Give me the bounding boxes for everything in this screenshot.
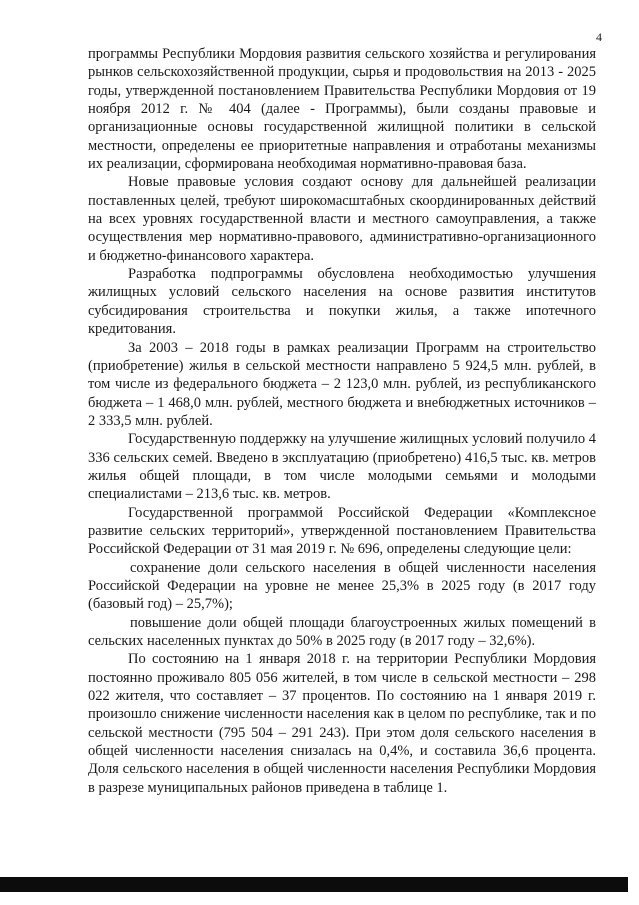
paragraph-program-continuation: программы Республики Мордовия развития сельского хозяйства и регулирования рынков сельскохозяйственной продукции, сырья и продовольствия на 2013 - 2025 годы, утвержденной постановлением Правительства Республики Мордовия от 19 ноября 2012 г. № 404 (далее - Программы), были созданы правовые и организационные основы государственной жилищной политики в сельской местности, определены ее приоритетные направления и отработаны механизмы их реализации, сформирована необходимая нормативно-правовая база.	[88, 46, 596, 173]
paragraph-federal-program-goals: Государственной программой Российской Федерации «Комплексное развитие сельских территорий», утвержденной постановлением Правительства Российской Федерации от 31 мая 2019 г. № 696, определены следующие цели:	[88, 504, 596, 558]
scan-bottom-bar	[0, 877, 628, 892]
paragraph-families-supported: Государственную поддержку на улучшение жилищных условий получило 4 336 сельских семей. Введено в эксплуатацию (приобретено) 416,5 тыс. кв. метров жилья общей площади, в том числе молодыми семьями и молодыми специалистами – 213,6 тыс. кв. метров.	[88, 431, 596, 503]
page-number: 4	[596, 30, 602, 44]
goal-item-housing-area-share: повышение доли общей площади благоустроенных жилых помещений в сельских населенных пунктах до 50% в 2025 году (в 2017 году – 32,6%).	[88, 614, 596, 649]
paragraph-population-statistics: По состоянию на 1 января 2018 г. на территории Республики Мордовия постоянно проживало 805 056 жителей, в том числе в сельской местности – 298 022 жителя, что составляет – 37 процентов. По состоянию на 1 января 2019 г. произошло снижение численности населения как в целом по республике, так и по сельской местности (795 504 – 291 243). При этом доля сельского населения в общей численности населения снизалась на 0,4%, и составила 36,6 процента. Доля сельского населения в общей численности населения Республики Мордовия в разрезе муниципальных районов приведена в таблице 1.	[88, 651, 596, 796]
document-body	[88, 45, 596, 797]
paragraph-legal-conditions: Новые правовые условия создают основу для дальнейшей реализации поставленных целей, требуют широкомасштабных скоординированных действий на всех уровнях государственной власти и местного самоуправления, а также осуществления мер нормативно-правового, административно-организационного и бюджетно-финансового характера.	[88, 174, 596, 264]
goal-item-rural-population-share: сохранение доли сельского населения в общей численности населения Российской Федерации на уровне не менее 25,3% в 2025 году (в 2017 году (базовый год) – 25,7%);	[88, 559, 596, 613]
paragraph-subprogram-rationale: Разработка подпрограммы обусловлена необходимостью улучшения жилищных условий сельского населения на основе развития институтов субсидирования строительства и покупки жилья, а также ипотечного кредитования.	[88, 266, 596, 338]
paragraph-funding-2003-2018: За 2003 – 2018 годы в рамках реализации Программ на строительство (приобретение) жилья в сельской местности направлено 5 924,5 млн. рублей, в том числе из федерального бюджета – 2 123,0 млн. рублей, из республиканского бюджета – 1 468,0 млн. рублей, местного бюджета и внебюджетных источников – 2 333,5 млн. рублей.	[88, 339, 596, 429]
